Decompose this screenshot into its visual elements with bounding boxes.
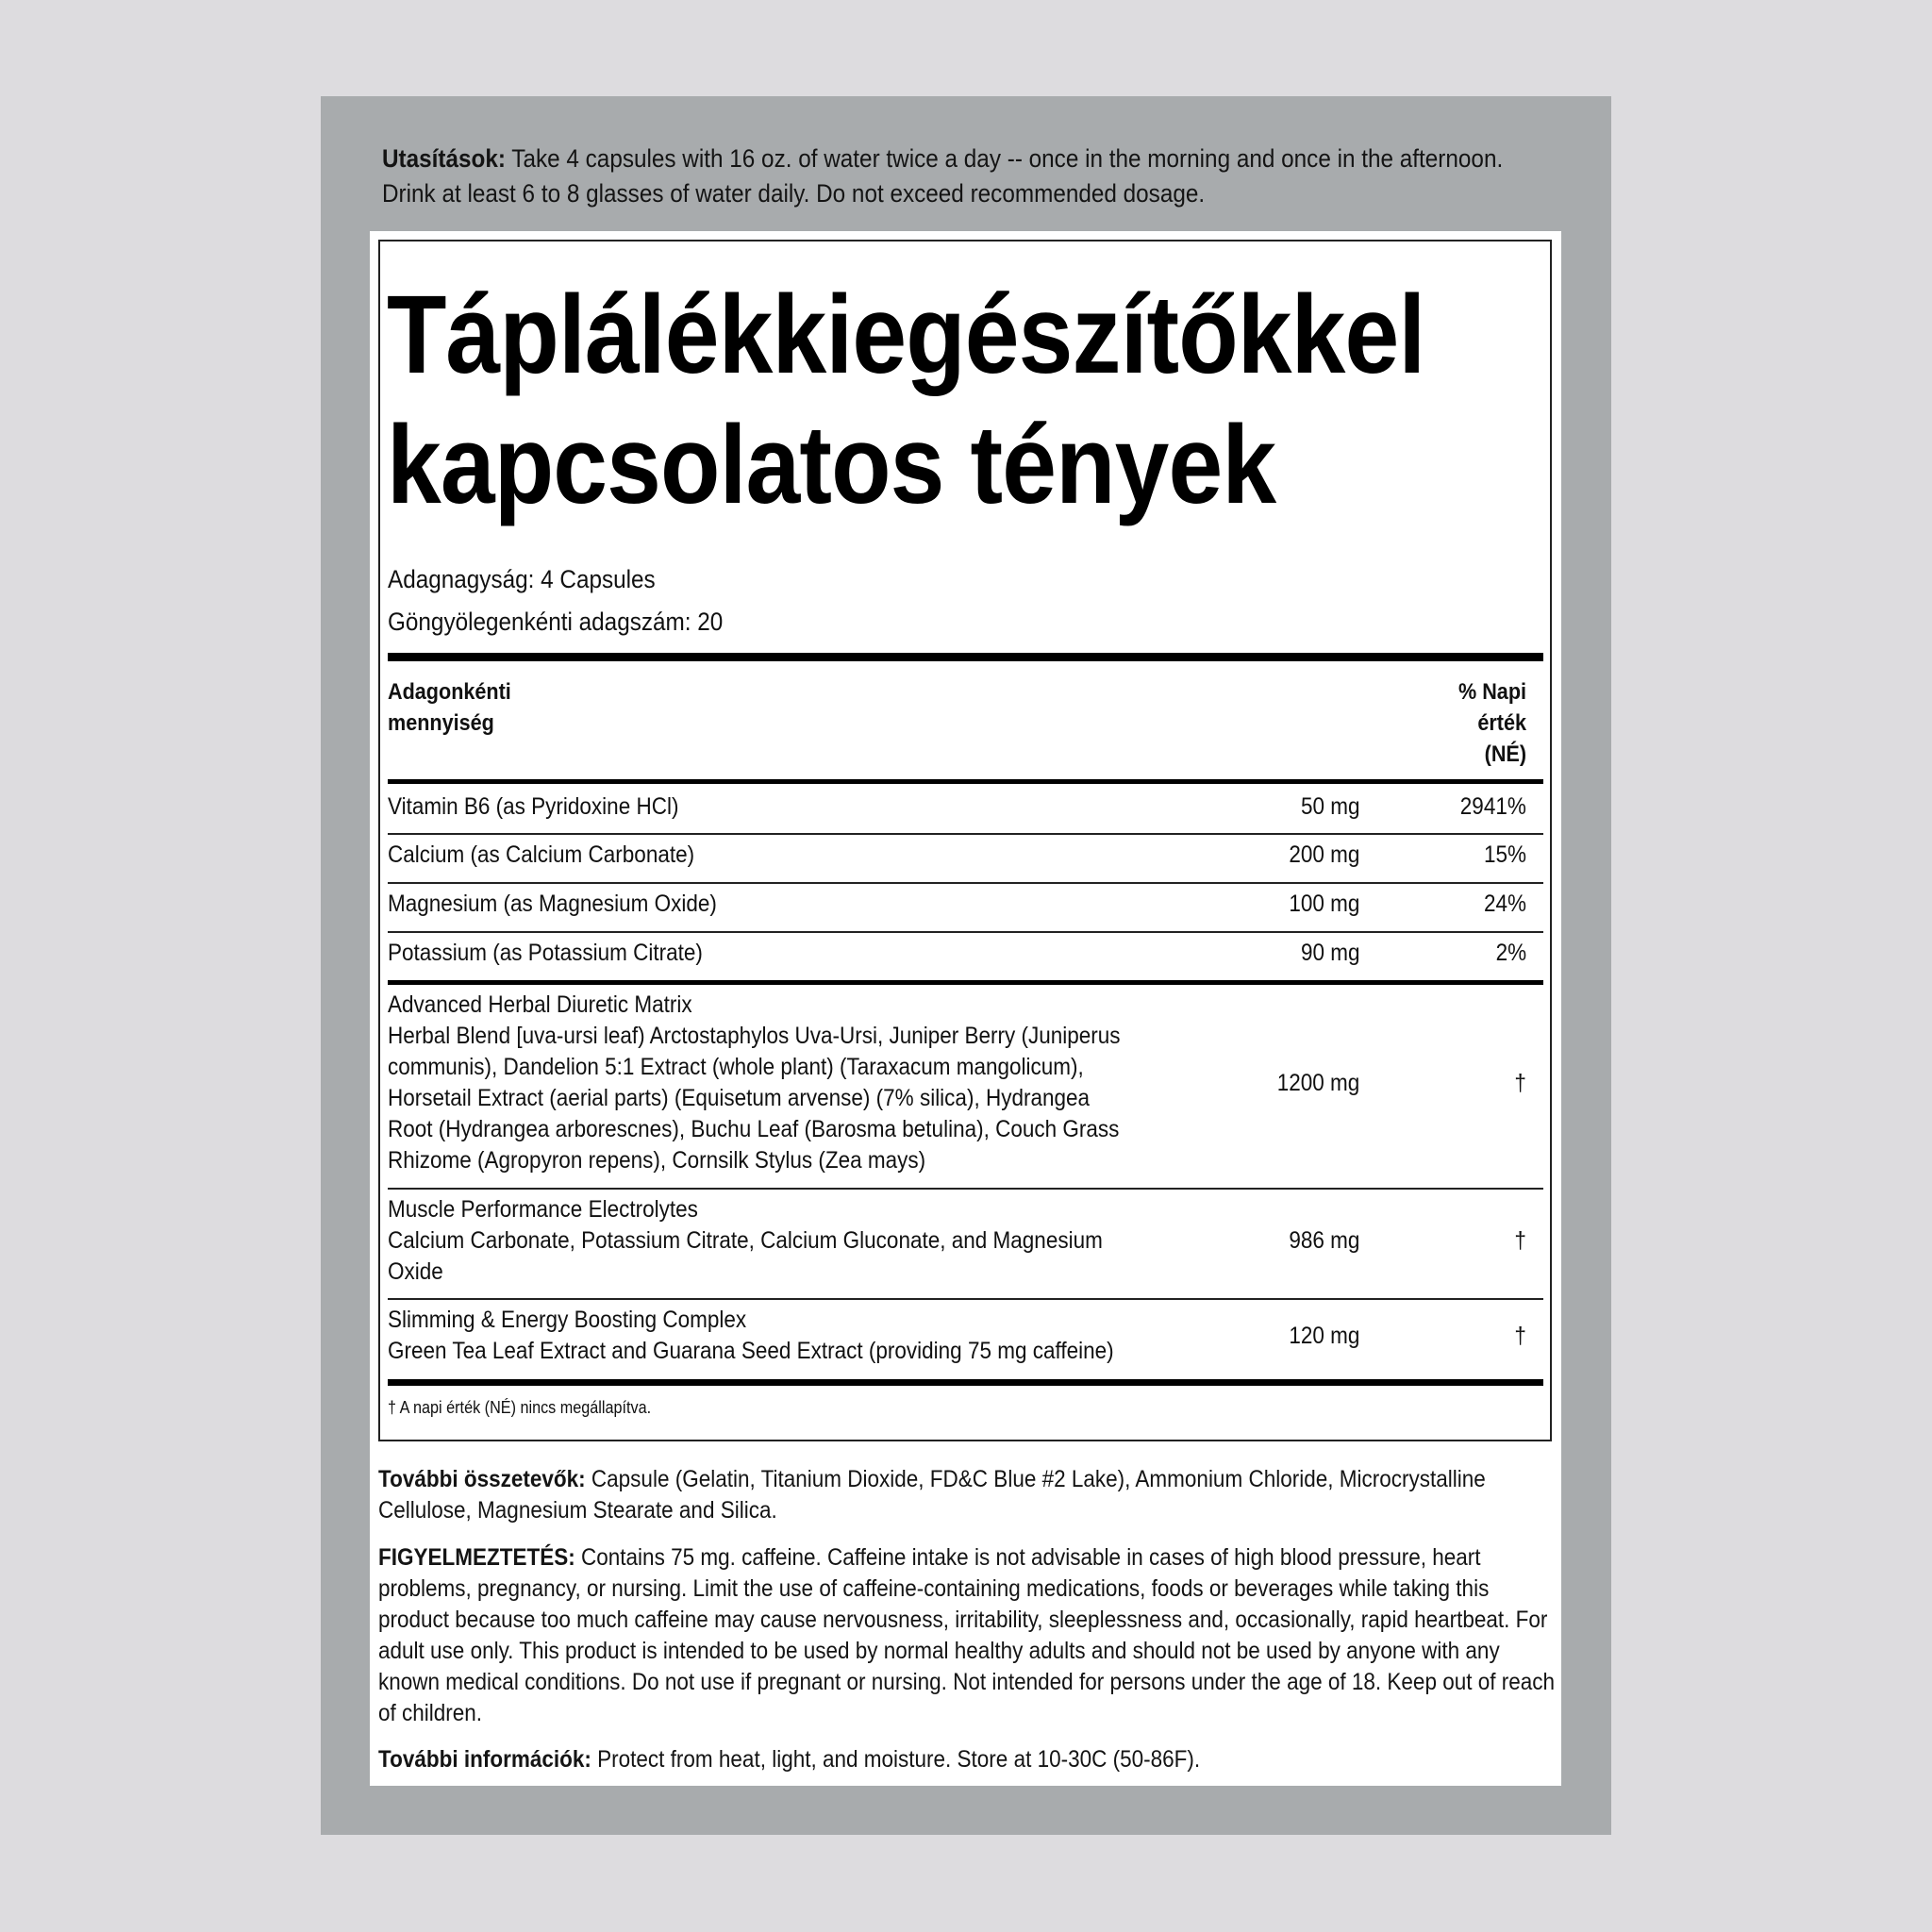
divider-before-blends <box>388 980 1543 985</box>
nutrient-name: Magnesium (as Magnesium Oxide) <box>388 891 717 917</box>
blend-amount: 986 mg <box>1288 1227 1359 1254</box>
blend-text <box>388 1305 1126 1367</box>
blend-title: Slimming & Energy Boosting Complex <box>388 1307 747 1333</box>
nutrient-dv: 15% <box>1483 841 1526 868</box>
header-daily-value <box>1458 676 1526 770</box>
blend-title: Muscle Performance Electrolytes <box>388 1196 698 1223</box>
row-divider <box>388 882 1543 884</box>
other-ingredients <box>378 1464 1558 1526</box>
header-dv-line1: % Napi <box>1457 679 1526 705</box>
servings-per-container: Göngyölegenkénti adagszám: 20 <box>388 608 724 636</box>
blend-dv: † <box>1514 1070 1526 1096</box>
facts-title-line1: Táplálékkiegészítőkkel <box>387 273 1425 397</box>
header-dv-line2: érték <box>1477 710 1526 736</box>
blend-description: Green Tea Leaf Extract and Guarana Seed Extract (providing 75 mg caffeine) <box>388 1338 1114 1364</box>
nutrient-name: Vitamin B6 (as Pyridoxine HCl) <box>388 793 679 820</box>
blend-description: Calcium Carbonate, Potassium Citrate, Calcium Gluconate, and Magnesium Oxide <box>388 1227 1103 1285</box>
nutrient-dv: 2941% <box>1459 793 1526 820</box>
blend-text <box>388 1194 1126 1288</box>
warning-text: Contains 75 mg. caffeine. Caffeine intake is not advisable in cases of high blood pressure, heart problems, pregnancy, or nursing. Limit the use of caffeine-containing medications, foods or beverages while taking this product because too much caffeine may cause nervousness, irritability, sleeplessness and, occasionally, rapid heartbeat. For adult use only. This product is intended to be used by normal healthy adults and should not be used by anyone with any known medical conditions. Do not use if pregnant or nursing. Not intended for persons under the age of 18. Keep out of reach of children. <box>378 1544 1556 1726</box>
header-amount-line1: Adagonkénti <box>388 679 511 705</box>
header-amount-line2: mennyiség <box>388 710 494 736</box>
blend-dv: † <box>1514 1323 1526 1349</box>
row-divider <box>388 931 1543 933</box>
other-ingredients-text: Capsule (Gelatin, Titanium Dioxide, FD&C Blue #2 Lake), Ammonium Chloride, Microcrystalline Cellulose, Magnesium Stearate and Silica. <box>378 1466 1486 1524</box>
header-amount <box>388 676 511 739</box>
other-ingredients-label: További összetevők: <box>378 1466 586 1492</box>
blend-amount: 1200 mg <box>1276 1070 1359 1096</box>
serving-size: Adagnagyság: 4 Capsules <box>388 565 656 593</box>
more-info-label: További információk: <box>378 1746 591 1773</box>
blend-text <box>388 990 1126 1176</box>
facts-title <box>387 270 1549 530</box>
nutrient-amount: 50 mg <box>1300 793 1359 820</box>
row-divider <box>388 1298 1543 1300</box>
blend-description: Herbal Blend [uva-ursi leaf) Arctostaphylos Uva-Ursi, Juniper Berry (Juniperus communis), Dandelion 5:1 Extract (whole plant) (Taraxacum mangolicum), Horsetail Extract (aerial parts) (Equisetum arvense) (7% silica), Hydrangea Root (Hydrangea arborescnes), Buchu Leaf (Barosma betulina), Couch Grass Rhizome (Agropyron repens), Cornsilk Stylus (Zea mays) <box>388 1023 1121 1174</box>
warning-label: FIGYELMEZTETÉS: <box>378 1544 575 1571</box>
more-info-text: Protect from heat, light, and moisture. Store at 10-30C (50-86F). <box>597 1746 1201 1773</box>
header-dv-line3: (NÉ) <box>1484 741 1526 767</box>
nutrient-amount: 100 mg <box>1288 891 1359 917</box>
blend-title: Advanced Herbal Diuretic Matrix <box>388 991 692 1018</box>
row-divider <box>388 833 1543 835</box>
more-info <box>378 1744 1558 1775</box>
divider-under-header <box>388 779 1543 784</box>
warning <box>378 1542 1558 1729</box>
row-divider <box>388 1188 1543 1190</box>
blend-dv: † <box>1514 1227 1526 1254</box>
nutrient-name: Potassium (as Potassium Citrate) <box>388 940 703 966</box>
facts-title-line2: kapcsolatos tények <box>387 403 1276 527</box>
directions-text <box>382 142 1505 211</box>
thick-divider-bottom <box>388 1379 1543 1386</box>
nutrient-amount: 200 mg <box>1288 841 1359 868</box>
thick-divider-top <box>388 653 1543 661</box>
footnote: † A napi érték (NÉ) nincs megállapítva. <box>388 1398 652 1417</box>
nutrient-dv: 2% <box>1495 940 1526 966</box>
nutrient-name: Calcium (as Calcium Carbonate) <box>388 841 695 868</box>
nutrient-amount: 90 mg <box>1300 940 1359 966</box>
directions-label: Utasítások: <box>382 144 506 173</box>
nutrient-dv: 24% <box>1483 891 1526 917</box>
blend-amount: 120 mg <box>1288 1323 1359 1349</box>
directions-body: Take 4 capsules with 16 oz. of water twice a day -- once in the morning and once in the afternoon. Drink at least 6 to 8 glasses of water daily. Do not exceed recommended dosage. <box>382 144 1504 208</box>
